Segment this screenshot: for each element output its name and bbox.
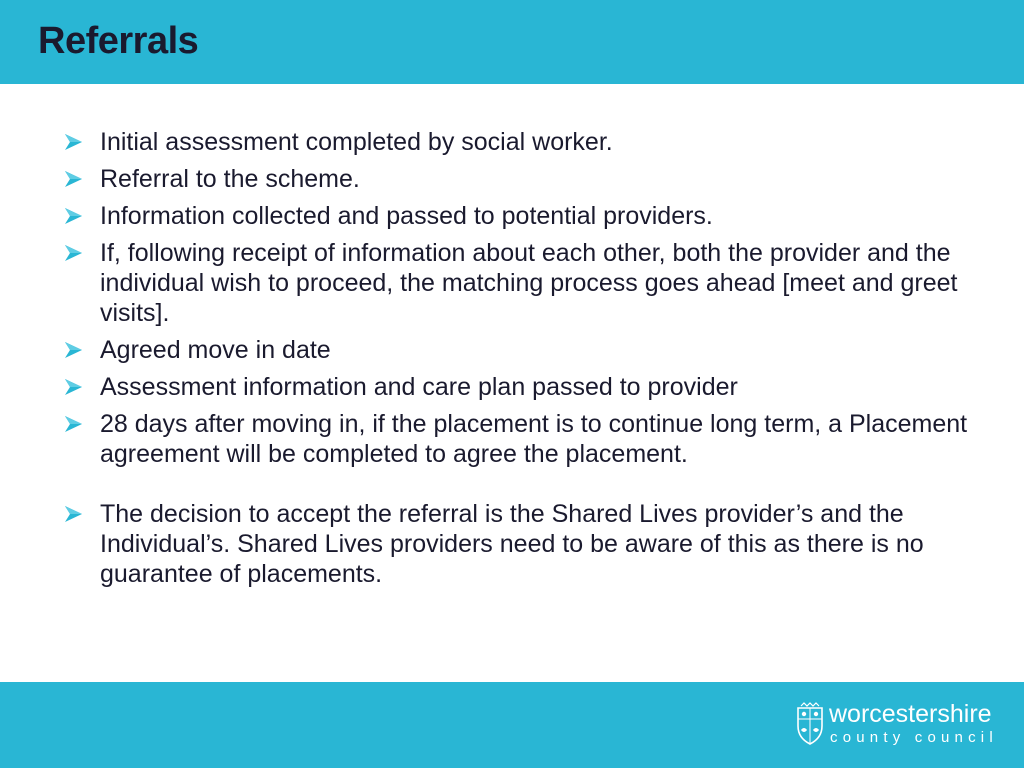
arrow-bullet-icon [63, 206, 83, 226]
list-item [60, 499, 980, 589]
list-item-text: Information collected and passed to potential providers. [100, 202, 713, 230]
list-item-text: Referral to the scheme. [100, 165, 360, 193]
list-item-text: If, following receipt of information about each other, both the provider and the individual wish to proceed, the matching process goes ahead [meet and greet visits]. [100, 239, 958, 327]
list-item [60, 201, 980, 231]
logo-subtitle: county council [830, 729, 998, 746]
list-item [60, 335, 980, 365]
page-title: Referrals [38, 20, 199, 62]
header-band [0, 0, 1024, 84]
list-item [60, 372, 980, 402]
arrow-bullet-icon [63, 132, 83, 152]
arrow-bullet-icon [63, 243, 83, 263]
list-item [60, 409, 980, 469]
bullet-list [60, 127, 980, 589]
slide-content [60, 127, 980, 596]
list-item-text: Initial assessment completed by social worker. [100, 128, 613, 156]
list-item-text: 28 days after moving in, if the placement is to continue long term, a Placement agreement will be completed to agree the placement. [100, 410, 968, 468]
arrow-bullet-icon [63, 169, 83, 189]
council-crest-icon [795, 702, 825, 746]
list-item [60, 127, 980, 157]
arrow-bullet-icon [63, 414, 83, 434]
logo-wordmark: worcestershire [829, 700, 992, 728]
list-item [60, 164, 980, 194]
list-item-text: Assessment information and care plan passed to provider [100, 373, 738, 401]
list-item-text: The decision to accept the referral is the Shared Lives provider’s and the Individual’s. Shared Lives providers need to be aware of this as there is no guarantee of placements. [100, 500, 924, 588]
council-logo [795, 700, 1015, 750]
arrow-bullet-icon [63, 340, 83, 360]
list-item-text: Agreed move in date [100, 336, 331, 364]
arrow-bullet-icon [63, 504, 83, 524]
list-item [60, 238, 980, 328]
arrow-bullet-icon [63, 377, 83, 397]
